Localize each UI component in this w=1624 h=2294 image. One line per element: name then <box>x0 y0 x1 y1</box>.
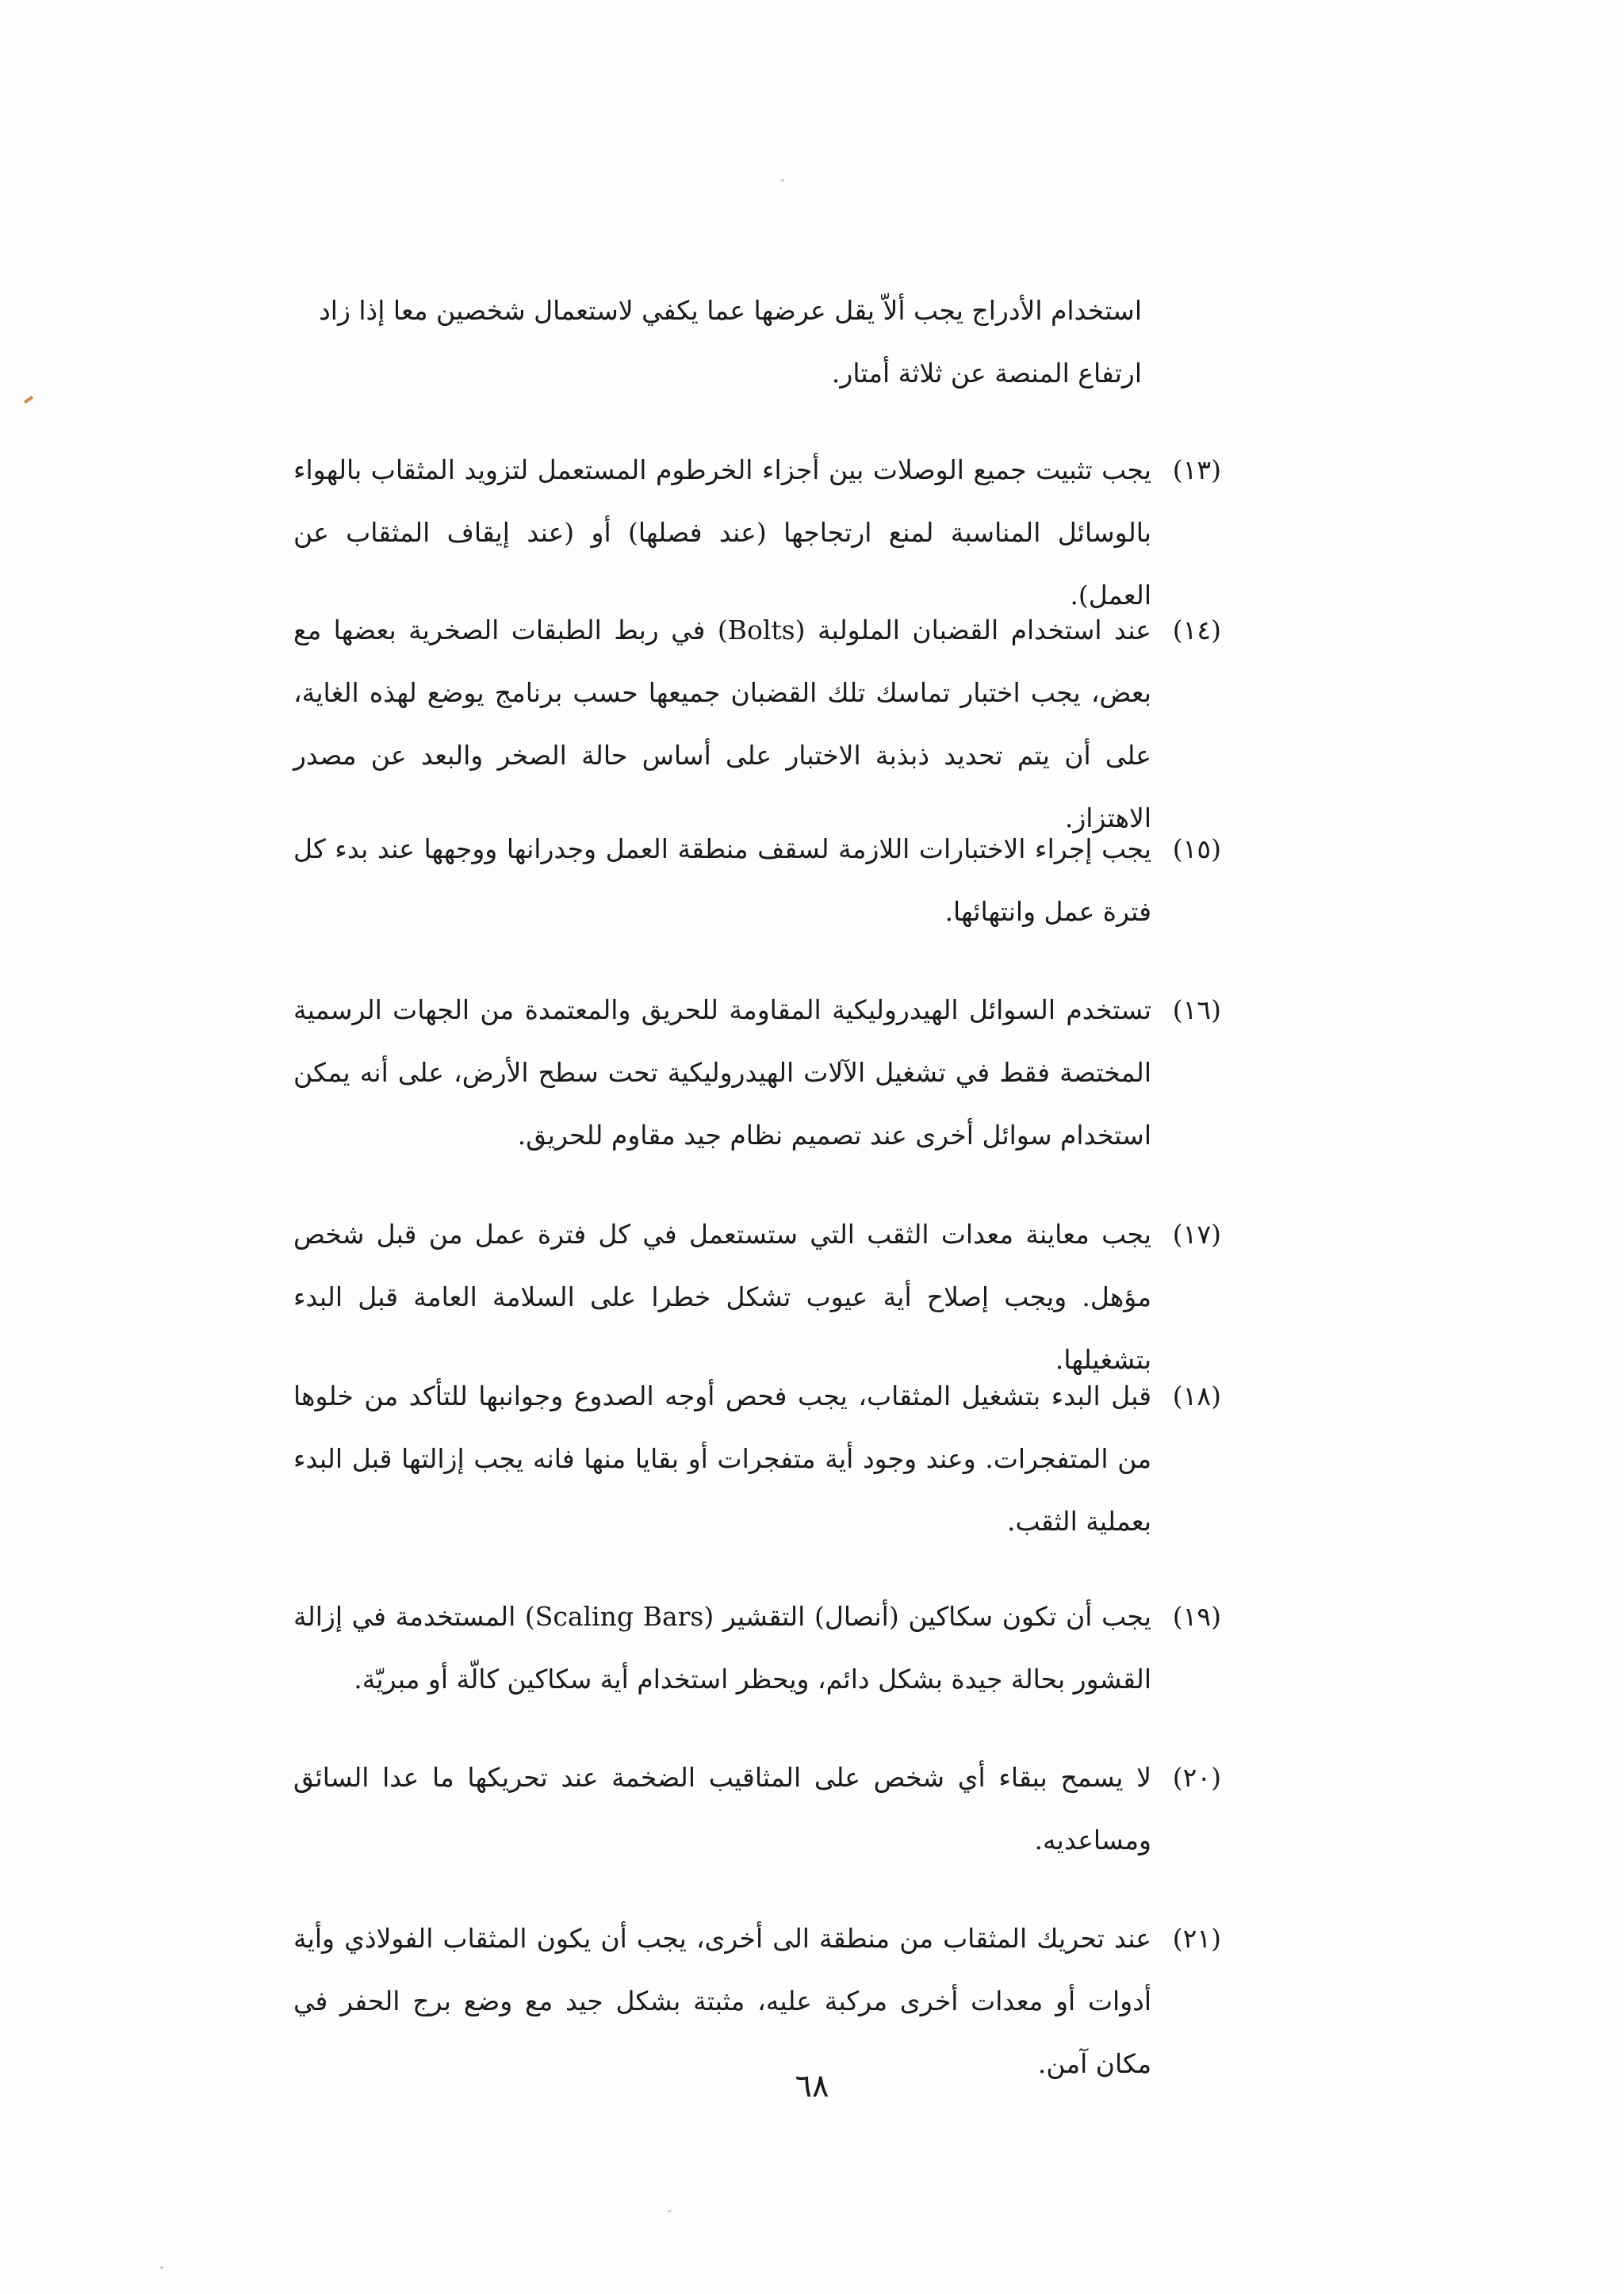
intro-paragraph: استخدام الأدراج يجب ألاّ يقل عرضها عما يكفي لاستعمال شخصين معا إذا زاد ارتفاع المنصة عن ثلاثة أمتار. <box>319 295 1142 389</box>
scan-mark <box>24 396 33 404</box>
page-number: ٦٨ <box>795 2068 829 2104</box>
item-text: عند تحريك المثقاب من منطقة الى أخرى، يجب أن يكون المثقاب الفولاذي وأية أدوات أو معدات أخرى مركبة عليه، مثبتة بشكل جيد مع وضع برج الحفر في مكان آمن. <box>293 1923 1151 2079</box>
item-text: قبل البدء بتشغيل المثقاب، يجب فحص أوجه الصدوع وجوانبها للتأكد من خلوها من المتفجرات. وعند وجود أية متفجرات أو بقايا منها فانه يجب إزالتها قبل البدء بعملية الثقب. <box>293 1381 1151 1537</box>
item-text: يجب تثبيت جميع الوصلات بين أجزاء الخرطوم المستعمل لتزويد المثقاب بالهواء بالوسائل المناسبة لمنع ارتجاجها (عند فصلها) أو (عند إيقاف المثقاب عن العمل). <box>293 454 1151 611</box>
list-item <box>293 599 1221 849</box>
item-text: يجب إجراء الاختبارات اللازمة لسقف منطقة العمل وجدرانها ووجهها عند بدء كل فترة عمل وانتهائها. <box>293 833 1151 927</box>
item-number: (٢٠) <box>1172 1762 1221 1793</box>
list-item <box>293 978 1221 1166</box>
list-item <box>293 1365 1221 1553</box>
item-text: يجب معاينة معدات الثقب التي ستستعمل في كل فترة عمل من قبل شخص مؤهل. ويجب إصلاح أية عيوب تشكل خطرا على السلامة العامة قبل البدء بتشغيلها. <box>293 1219 1151 1375</box>
scan-speck <box>160 2266 163 2269</box>
item-text: يجب أن تكون سكاكين (أنصال) التقشير (Scaling Bars) المستخدمة في إزالة القشور بحالة جيدة بشكل دائم، ويحظر استخدام أية سكاكين كالّة أو مبريّة. <box>293 1601 1151 1695</box>
item-number: (١٥) <box>1172 833 1221 864</box>
item-text: عند استخدام القضبان الملولبة (Bolts) في ربط الطبقات الصخرية بعضها مع بعض، يجب اختبار تماسك تلك القضبان جميعها حسب برنامج يوضع لهذه الغاية، على أن يتم تحديد ذبذبة الاختبار على أساس حالة الصخر والبعد عن مصدر الاهتزاز. <box>293 615 1151 833</box>
item-number: (١٩) <box>1172 1601 1221 1632</box>
item-text: لا يسمح ببقاء أي شخص على المثاقيب الضخمة عند تحريكها ما عدا السائق ومساعديه. <box>293 1762 1151 1855</box>
item-number: (١٣) <box>1172 454 1221 485</box>
scan-speck <box>668 2210 672 2212</box>
item-number: (١٨) <box>1172 1381 1221 1411</box>
list-item <box>293 1585 1221 1710</box>
item-number: (١٧) <box>1172 1219 1221 1250</box>
list-item <box>293 1746 1221 1871</box>
list-item <box>293 1907 1221 2095</box>
item-number: (١٤) <box>1172 615 1221 645</box>
list-item <box>293 818 1221 943</box>
list-item <box>293 1203 1221 1391</box>
scan-speck <box>781 179 784 182</box>
item-text: تستخدم السوائل الهيدروليكية المقاومة للحريق والمعتمدة من الجهات الرسمية المختصة فقط في تشغيل الآلات الهيدروليكية تحت سطح الأرض، على أنه يمكن استخدام سوائل أخرى عند تصميم نظام جيد مقاوم للحريق. <box>293 994 1151 1151</box>
item-number: (١٦) <box>1172 994 1221 1025</box>
item-number: (٢١) <box>1172 1923 1221 1954</box>
